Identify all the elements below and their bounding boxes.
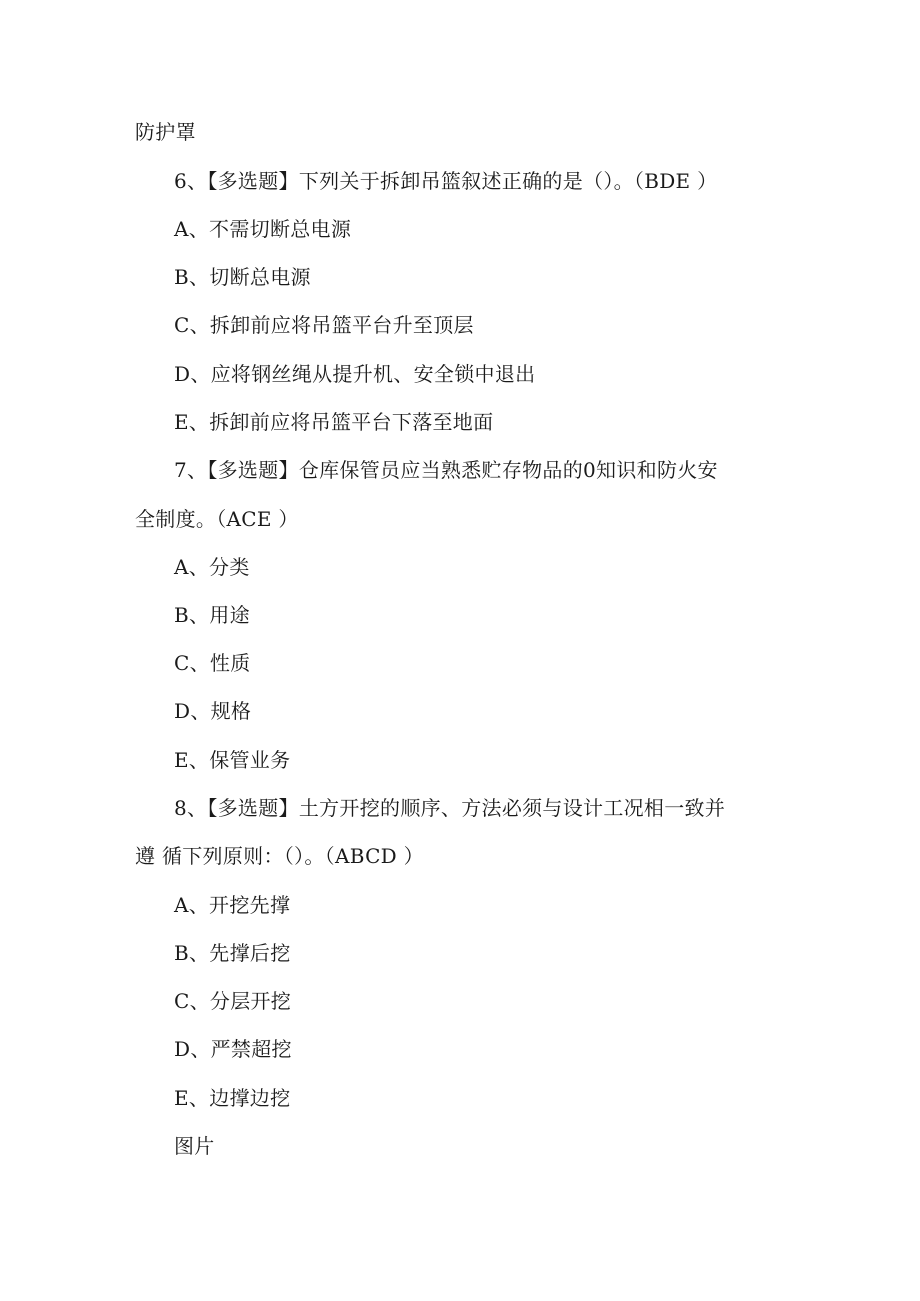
q6-option-a: A、不需切断总电源 bbox=[174, 217, 352, 241]
question-6: 6、【多选题】下列关于拆卸吊篮叙述正确的是（）。（BDE ） bbox=[174, 169, 718, 193]
q6-option-b: B、切断总电源 bbox=[174, 265, 311, 289]
text-continuation: 防护罩 bbox=[135, 120, 196, 144]
question-7: 7、【多选题】仓库保管员应当熟悉贮存物品的0知识和防火安 bbox=[174, 458, 718, 482]
q7-option-d: D、规格 bbox=[174, 699, 252, 723]
q8-option-e: E、边撑边挖 bbox=[174, 1086, 291, 1110]
q8-option-c: C、分层开挖 bbox=[174, 989, 292, 1013]
q7-option-b: B、用途 bbox=[174, 603, 250, 627]
question-7-continued: 全制度。（ACE ） bbox=[135, 507, 299, 531]
q7-option-c: C、性质 bbox=[174, 651, 251, 675]
question-8: 8、【多选题】土方开挖的顺序、方法必须与设计工况相一致并 bbox=[174, 796, 726, 820]
q8-option-a: A、开挖先撑 bbox=[174, 893, 291, 917]
q8-option-b: B、先撑后挖 bbox=[174, 941, 291, 965]
q6-option-c: C、拆卸前应将吊篮平台升至顶层 bbox=[174, 313, 474, 337]
image-caption: 图片 bbox=[174, 1134, 215, 1158]
question-8-continued: 遵 循下列原则：（）。（ABCD ） bbox=[135, 844, 424, 868]
q7-option-e: E、保管业务 bbox=[174, 748, 291, 772]
q7-option-a: A、分类 bbox=[174, 555, 250, 579]
q6-option-e: E、拆卸前应将吊篮平台下落至地面 bbox=[174, 410, 494, 434]
q8-option-d: D、严禁超挖 bbox=[174, 1037, 292, 1061]
q6-option-d: D、应将钢丝绳从提升机、安全锁中退出 bbox=[174, 362, 536, 386]
